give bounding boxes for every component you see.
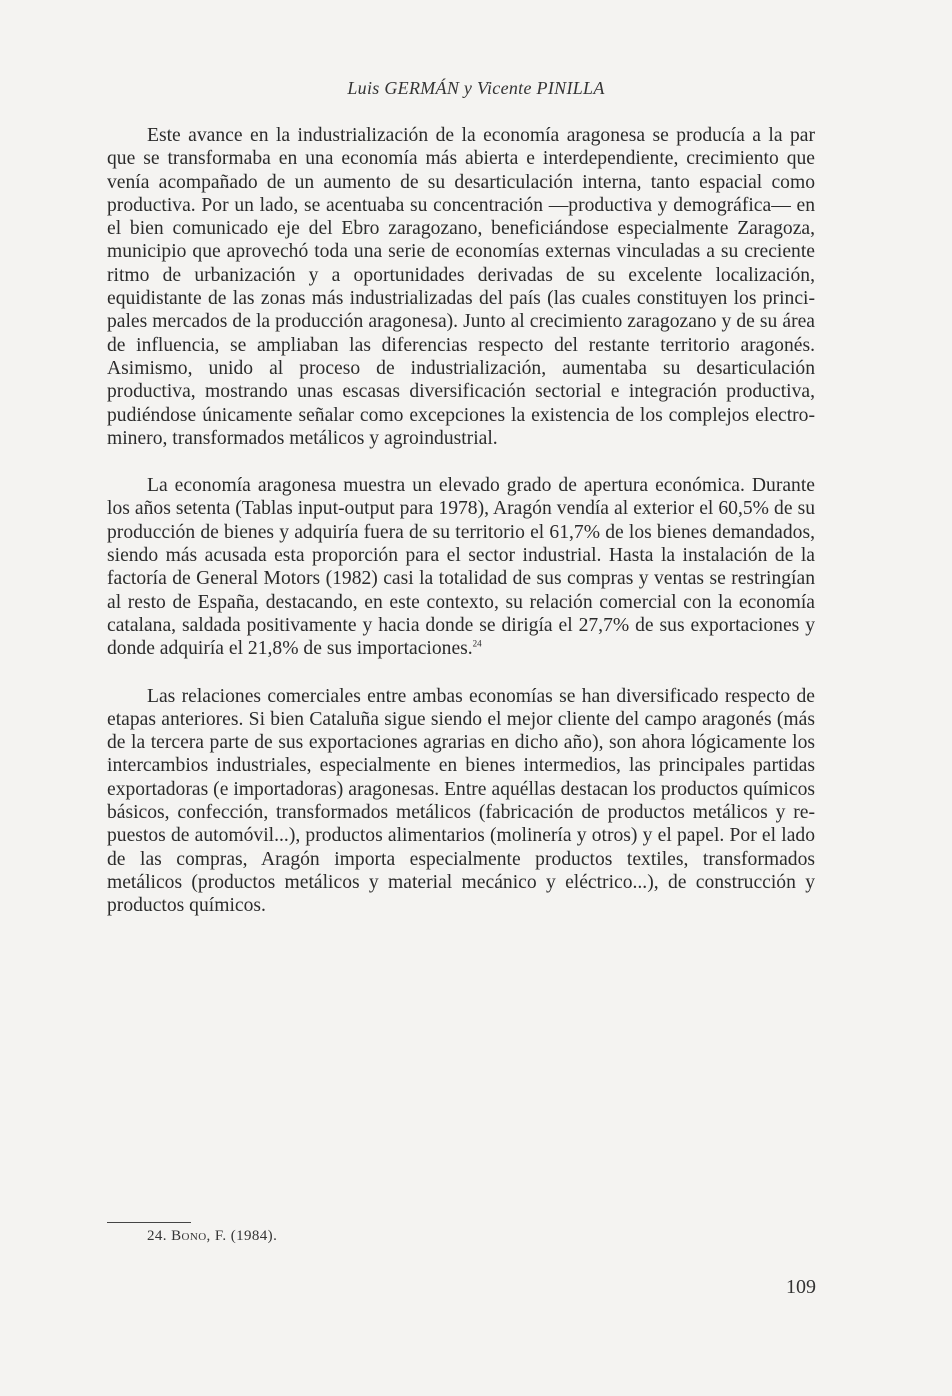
paragraph-1: Este avance en la industrialización de la economía aragonesa se producía a la par que se transformaba en una economía más abierta e interdependiente, crecimiento que venía acompañado de un aumento de su desarticulación interna, tanto espacial como productiva. Por un lado, se acentuaba su concentración —productiva y demográfica— en el bien comunicado eje del Ebro zaragozano, beneficiándose especialmente Zaragoza, municipio que aprovechó toda una serie de economías externas vinculadas a su creciente ritmo de urbanización y a oportunidades derivadas de su excelente localización, equidistante de las zonas más industrializadas del país (las cuales constituyen los principales mercados de la producción aragonesa). Junto al crecimiento zaragozano y de su área de influencia, se ampliaban las diferencias respecto del restante territorio aragonés. Asimismo, unido al proceso de industrialización, aumentaba su desarticulación productiva, mostrando unas escasas diversificación sectorial e integración productiva, pudiéndose únicamente señalar como excepciones la existencia de los complejos electro-minero, transformados metálicos y agroindustrial. <box>107 125 815 449</box>
paragraph-2-text: La economía aragonesa muestra un elevado grado de apertura económica. Durante los años setenta (Tablas input-output para 1978), Aragón vendía al exterior el 60,5% de su producción de bienes y adquiría fuera de su territorio el 61,7% de los bienes demandados, siendo más acusada esta proporción para el sector industrial. Hasta la instalación de la factoría de General Motors (1982) casi la totalidad de sus compras y ventas se restringían al resto de España, destacando, en este contexto, su relación comercial con la economía catalana, saldada positivamente y hacia donde se dirigía el 27,7% de sus exportaciones y donde adquiría el 21,8% de sus importaciones. <box>107 475 815 660</box>
footnote-author: Bono <box>171 1228 207 1244</box>
footnote <box>147 1228 277 1245</box>
footnote-number: 24. <box>147 1228 167 1244</box>
body-text <box>107 124 815 918</box>
page-number: 109 <box>786 1276 816 1298</box>
footnote-reference[interactable]: 24 <box>472 638 482 649</box>
footnote-divider <box>107 1222 191 1223</box>
paragraph-3: Las relaciones comerciales entre ambas economías se han diversificado respecto de etapas anteriores. Si bien Cataluña sigue siendo el mejor cliente del campo aragonés (más de la tercera parte de sus exportaciones agrarias en dicho año), son ahora lógicamente los intercambios industriales, especialmente en bienes intermedios, las principales partidas exportadoras (e importadoras) aragonesas. Entre aquéllas destacan los productos químicos básicos, confección, transformados metálicos (fabricación de productos metálicos y repuestos de automóvil...), productos alimentarios (molinería y otros) y el papel. Por el lado de las compras, Aragón importa especialmente productos textiles, transformados metálicos (productos metálicos y material mecánico y eléctrico...), de construcción y productos químicos. <box>107 685 815 917</box>
running-head: Luis GERMÁN y Vicente PINILLA <box>347 78 605 98</box>
paragraph-2 <box>107 474 815 660</box>
footnote-citation: , F. (1984). <box>206 1228 278 1244</box>
